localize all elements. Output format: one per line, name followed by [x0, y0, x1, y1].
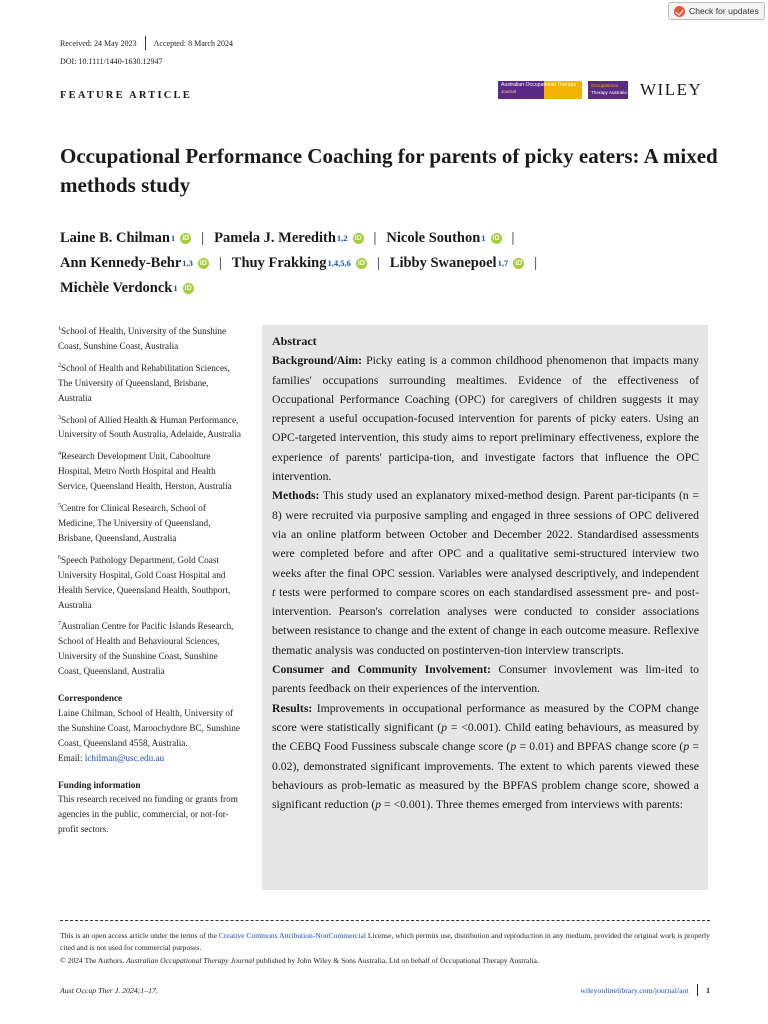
affiliation-number: 4 — [58, 451, 61, 458]
check-updates-icon — [674, 6, 685, 17]
accepted-date: Accepted: 8 March 2024 — [153, 38, 233, 48]
orcid-icon[interactable]: iD — [357, 260, 365, 267]
wiley-logo: WILEY — [640, 80, 703, 99]
license-notice: This is an open access article under the terms of the Creative Commons Attribution-NonCommercial License, which permits use, distribution and reproduction in any medium, provided the original work is properly cited and is not used for commercial purposes. © 2024 The Authors. Australian Occupational Therapy Journal published by John Wiley & Sons Australia, Ltd on behalf of Occupational Therapy Australia. — [60, 930, 710, 967]
affiliation-number: 5 — [58, 503, 61, 510]
affiliations-column — [58, 322, 243, 837]
author-separator: | — [373, 230, 377, 246]
abstract-results: Results: Improvements in occupational performance as measured by the COPM change score were statistically significant (p = <0.001). Child eating behaviours, as measured by the CEBQ Food Fussiness subscale change score (p = 0.01) and BPFAS change score (p = 0.02), demonstrated significant improvements. The extent to which parents viewed these behaviours as prob-lematic as measured by the BPFAS problem change score, showed a significant reduction (p = <0.001). Three themes emerged from interviews with parents: — [272, 701, 700, 812]
author-line — [60, 251, 700, 276]
publisher-logos — [498, 80, 702, 100]
author-name[interactable]: Michèle Verdonck — [60, 280, 173, 296]
license-divider — [60, 920, 710, 921]
affiliation-item — [58, 499, 243, 546]
article-title: Occupational Performance Coaching for parents of picky eaters: A mixed methods study — [60, 144, 718, 197]
license-link[interactable]: Creative Commons Attribution-NonCommercial — [218, 931, 366, 940]
author-name[interactable]: Ann Kennedy-Behr — [60, 255, 182, 271]
footer-separator — [697, 984, 699, 996]
author-name[interactable]: Pamela J. Meredith — [214, 230, 336, 246]
affiliation-item — [58, 551, 243, 613]
orcid-icon[interactable]: iD — [515, 260, 523, 267]
correspondence-body: Laine Chilman, School of Health, University of the Sunshine Coast, Maroochydore BC, Sunshine Coast, Queensland 4558, Australia. — [58, 707, 240, 748]
author-separator: | — [511, 230, 515, 246]
orcid-icon[interactable]: iD — [184, 285, 192, 292]
affiliation-text: School of Health and Rehabilitation Sciences, The University of Queensland, Brisbane, Australia — [58, 362, 230, 403]
article-dates — [60, 36, 233, 50]
email-link[interactable]: lchilman@usc.edu.au — [84, 752, 165, 763]
author-affiliation-marker: 1,3 — [182, 258, 193, 268]
affiliation-text: Centre for Clinical Research, School of Medicine, The University of Queensland, Brisbane, Queensland, Australia — [58, 503, 211, 543]
author-affiliation-marker: 1,2 — [336, 233, 348, 243]
orcid-icon[interactable]: iD — [492, 235, 500, 242]
page-number: 1 — [706, 985, 710, 995]
journal-url-link[interactable]: wileyonlinelibrary.com/journal/aot — [580, 985, 689, 995]
orcid-icon[interactable]: iD — [182, 235, 190, 242]
author-separator: | — [201, 230, 205, 246]
abstract-box — [262, 325, 708, 890]
author-list — [60, 226, 700, 301]
affiliation-list — [58, 322, 243, 679]
date-separator — [145, 36, 146, 50]
affiliation-item — [58, 322, 243, 354]
abstract-methods: Methods: This study used an explanatory mixed-method design. Parent par-ticipants (n = 8) were recruited via purposive sampling and engaged in three sessions of OPC delivered via an online platform between October and December 2022. Standardised assessments were completed before and after OPC and a qualitative semi-structured interview two weeks after the final OPC session. Variables were analysed descriptively, and independent t tests were performed to compare scores on each standardised assessment pre- and post-intervention. Pearson's correlation analyses were conducted to consider associations between resistance to change and the extent of change in each outcome measure. Reflexive thematic analysis was conducted on postinterven-tion interview transcripts. — [272, 489, 699, 657]
author-affiliation-marker: 1 — [170, 233, 176, 243]
author-affiliation-marker: 1,4,5,6 — [327, 258, 351, 268]
abstract-heading: Abstract — [272, 334, 317, 348]
affiliation-item — [58, 411, 243, 443]
author-separator: | — [534, 255, 538, 271]
orcid-icon[interactable]: iD — [199, 260, 207, 267]
author-affiliation-marker: 1,7 — [497, 258, 509, 268]
affiliation-number: 7 — [58, 621, 61, 628]
author-separator: | — [218, 255, 222, 271]
author-line — [60, 226, 700, 251]
check-for-updates-button[interactable] — [668, 2, 765, 20]
check-updates-label: Check for updates — [689, 6, 759, 16]
section-label: FEATURE ARTICLE — [60, 90, 192, 101]
affiliation-item — [58, 359, 243, 406]
correspondence-heading: Correspondence — [58, 693, 123, 704]
affiliation-number: 1 — [58, 326, 61, 332]
author-name[interactable]: Libby Swanepoel — [389, 255, 497, 271]
received-date: Received: 24 May 2023 — [60, 38, 137, 48]
affiliation-text: Australian Centre for Pacific Islands Research, School of Health and Behavioural Sciences, University of the Sunshine Coast, Sunshine Coast, Queensland, Australia — [58, 621, 234, 677]
author-separator: | — [376, 255, 380, 271]
journal-citation: Aust Occup Ther J. 2024;1–17. — [60, 985, 158, 995]
author-name[interactable]: Laine B. Chilman — [60, 230, 170, 246]
affiliation-number: 3 — [58, 414, 61, 421]
page-footer — [60, 984, 710, 996]
affiliation-text: Research Development Unit, Caboolture Hospital, Metro North Hospital and Health Service, Queensland Health, Herston, Australia — [58, 451, 232, 492]
copyright-line: © 2024 The Authors. Australian Occupational Therapy Journal published by John Wiley & Sons Australia, Ltd on behalf of Occupational Therapy Australia. — [60, 955, 539, 965]
funding-heading: Funding information — [58, 779, 141, 790]
doi[interactable]: DOI: 10.1111/1440-1630.12947 — [60, 57, 163, 66]
author-name[interactable]: Thuy Frakking — [231, 255, 327, 271]
correspondence-email: Email: lchilman@usc.edu.au — [58, 752, 165, 763]
author-name[interactable]: Nicole Southon — [386, 230, 481, 246]
ota-logo: Occupational Therapy Australia — [588, 81, 628, 99]
aot-journal-logo: Australian Occupational Therapy Journal — [498, 81, 582, 99]
affiliation-text: Speech Pathology Department, Gold Coast University Hospital, Gold Coast Hospital and Health Service, Queensland Health, Southport, Australia — [58, 554, 231, 610]
orcid-icon[interactable]: iD — [354, 235, 362, 242]
affiliation-number: 2 — [58, 362, 61, 369]
affiliation-number: 6 — [58, 554, 61, 561]
author-affiliation-marker: 1 — [481, 233, 486, 243]
affiliation-text: School of Health, University of the Sunshine Coast, Sunshine Coast, Australia — [58, 326, 227, 351]
affiliation-item — [58, 447, 243, 494]
author-affiliation-marker: 1 — [173, 283, 178, 293]
abstract-consumer: Consumer and Community Involvement: Consumer invovlement was lim-ited to parents feedback on their experiences of the intervention. — [272, 663, 699, 696]
funding-body: This research received no funding or grants from agencies in the public, commercial, or not-for-profit sectors. — [58, 794, 238, 835]
abstract-background: Background/Aim: Picky eating is a common childhood phenomenon that impacts many families' occupations surrounding mealtimes. Evidence of the effectiveness of Occupational Performance Coaching (OPC) for caregivers of children suggests it may represent a useful occupation-focused intervention for parents of picky eaters. Using an OPC-targeted intervention, this study aims to report preliminary effectiveness, explore the experience of parents' participa-tion, and investigate factors that influence the OPC intervention. — [272, 354, 699, 484]
affiliation-item — [58, 617, 243, 679]
affiliation-text: School of Allied Health & Human Performance, University of South Australia, Adelaide, Australia — [58, 414, 241, 440]
author-line — [60, 276, 700, 301]
